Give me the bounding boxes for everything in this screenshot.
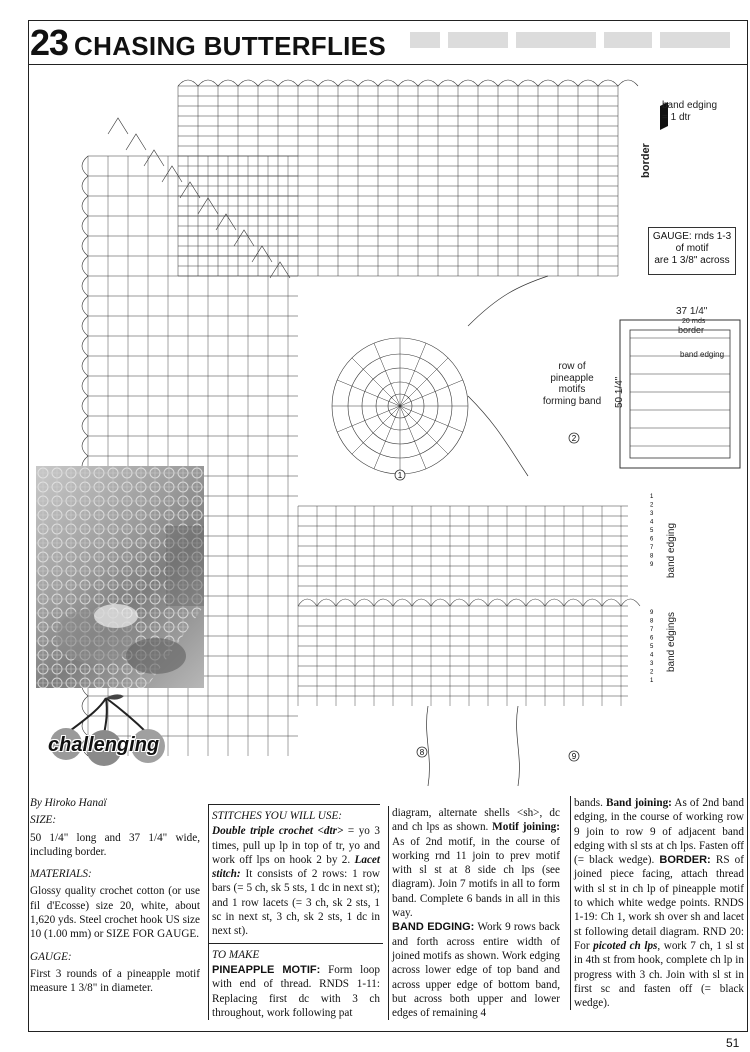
pattern-name: CHASING BUTTERFLIES <box>74 31 386 61</box>
row-number: 8 <box>650 553 654 560</box>
row-number: 6 <box>650 635 654 642</box>
show-through-text <box>400 28 740 52</box>
motif-text <box>212 963 380 1020</box>
left-picot-loop <box>82 316 88 336</box>
picot-loop <box>378 80 398 86</box>
row-of-motifs-label <box>538 361 606 407</box>
left-picot-loop <box>82 236 88 256</box>
row-of-motifs-line-1: row of <box>558 361 586 372</box>
row-number: 8 <box>650 618 654 625</box>
picot-loop <box>278 80 298 86</box>
picot-loop <box>198 80 218 86</box>
picot-loop <box>318 80 338 86</box>
corner-shell <box>144 150 164 166</box>
schematic-rnds: 20 rnds <box>682 318 706 325</box>
col3-text-a: diagram, alternate shells <sh>, dc and ch lps as shown. <box>392 807 560 834</box>
band-arc <box>488 599 507 606</box>
section-divider <box>209 943 383 944</box>
band-edging-key-value: = 1 dtr <box>662 111 691 123</box>
motif-spoke <box>400 358 448 406</box>
corner-shell <box>180 182 200 198</box>
instructions-column-4 <box>570 796 744 1010</box>
picot-loop <box>458 80 478 86</box>
band-edging-side-label: band edging <box>666 522 677 578</box>
pattern-title <box>30 22 386 64</box>
band-arc <box>412 599 431 606</box>
corner-shell <box>162 166 182 182</box>
picot-loop <box>538 80 558 86</box>
motif-joining-term: Motif joining: <box>492 821 560 834</box>
gauge-box-line-3: are 1 3/8" across <box>654 255 730 266</box>
row-number: 5 <box>650 644 654 650</box>
picot-loop <box>238 80 258 86</box>
picot-loop <box>338 80 358 86</box>
show-through-shapes <box>400 28 740 52</box>
col4-text-a: bands. <box>574 797 606 809</box>
finished-piece-photo <box>36 466 204 688</box>
band-joining-term: Band joining: <box>606 797 672 809</box>
motif-spoke <box>352 358 400 406</box>
bottom-chain <box>517 706 520 786</box>
left-picot-loop <box>82 276 88 296</box>
corner-shell <box>234 230 254 246</box>
row-number: 3 <box>650 511 654 517</box>
band-arc <box>469 599 488 606</box>
materials-heading: MATERIALS: <box>30 868 92 881</box>
left-picot-loop <box>82 216 88 236</box>
size-text: 50 1/4" long and 37 1/4" wide, including border. <box>30 831 200 858</box>
picot-term: picoted ch lps <box>593 939 658 952</box>
band-arc <box>450 599 469 606</box>
picot-loop <box>358 80 378 86</box>
gauge-box <box>648 227 736 275</box>
motif-number: 2 <box>571 434 577 443</box>
left-picot-loop <box>82 336 88 356</box>
schematic-height: 50 1/4" <box>614 376 625 408</box>
instructions-3-text <box>392 806 560 1020</box>
row-number: 9 <box>650 562 654 568</box>
lacet-term: Lacet stitch: <box>212 853 380 881</box>
picot-loop <box>598 80 618 86</box>
band-arc <box>298 599 317 606</box>
gauge-text: First 3 rounds of a pineapple motif measure 1 3/8" in diameter. <box>30 967 200 995</box>
col3-text-c: Work 9 rows back and forth across entire width of joined motifs as shown. Work edging across lower edge of top band and across upper edge of bottom band, but across both upper and lower edges of remaining 4 <box>392 921 561 1020</box>
dtr-term: Double triple crochet <dtr> <box>212 825 344 838</box>
stitches-text <box>212 824 380 938</box>
corner-shell <box>108 118 128 134</box>
band-arc <box>393 599 412 606</box>
row-of-motifs-line-4: forming band <box>542 395 602 407</box>
left-picot-loop <box>82 416 88 436</box>
band-arc <box>621 599 640 606</box>
motif-term: PINEAPPLE MOTIF: <box>212 963 321 976</box>
photo-illustration <box>36 466 204 688</box>
band-edgings-side-label: band edgings <box>666 611 677 672</box>
gauge-box-line-1: GAUGE: rnds 1-3 <box>652 231 732 242</box>
row-number: 6 <box>650 536 654 543</box>
band-arc <box>545 599 564 606</box>
left-picot-loop <box>82 356 88 376</box>
left-picot-loop <box>82 436 88 456</box>
page-number: 51 <box>726 1036 740 1050</box>
left-picot-loop <box>82 196 88 216</box>
row-number: 1 <box>650 494 654 500</box>
row-of-motifs-line-2: pineapple <box>550 372 594 384</box>
row-of-motifs-line-3: motifs <box>558 384 586 395</box>
title-rule <box>28 64 748 65</box>
left-picot-loop <box>82 376 88 396</box>
band-arc <box>526 599 545 606</box>
motif-number: 9 <box>571 752 577 761</box>
col4-text-b: As of 2nd band edging, in the course of working row 9 join to row 9 of adjacent band edging with sl sts at ch lps. Fasten off (= black wedge). <box>574 797 744 867</box>
schematic-width: 37 1/4" <box>676 306 708 317</box>
row-number: 7 <box>650 545 654 551</box>
gauge-heading: GAUGE: <box>30 950 72 963</box>
motif-spoke <box>352 406 400 454</box>
corner-shell <box>270 262 290 278</box>
skill-level-badge <box>44 690 174 782</box>
badge-text: challenging <box>48 734 160 756</box>
row-number: 2 <box>650 669 654 676</box>
left-picot-loop <box>82 396 88 416</box>
col4-text-c: RS of joined piece facing, attach thread with sl st in ch lp of pineapple motif to which white wedge points. RNDS 1-19: Ch 1, work sh over sh and lacet st following detail diagram. RND 20: For <box>574 854 745 952</box>
corner-shell <box>252 246 272 262</box>
row-number: 3 <box>650 661 654 667</box>
border-label: border <box>640 143 652 178</box>
col4-text-d: , work 7 ch, 1 sl st in 4th st from hook, complete ch lp in progress with 3 ch. Join with sl st in first sc and fasten off (= black wedge). <box>574 939 744 1010</box>
corner-shell <box>126 134 146 150</box>
picot-loop <box>178 80 198 86</box>
instructions-4-text <box>574 796 744 1010</box>
picot-loop <box>438 80 458 86</box>
picot-loop <box>578 80 598 86</box>
row-number: 2 <box>650 502 654 509</box>
picot-loop <box>218 80 238 86</box>
byline: By Hiroko Hanaï <box>30 797 107 809</box>
row-number: 7 <box>650 627 654 633</box>
schematic-band-edging-label: band edging <box>680 350 725 359</box>
dtr-text: = yo 3 times, pull up lp in top of tr, yo and work off lps on hook 2 by 2. <box>212 825 380 866</box>
size-heading: SIZE: <box>30 814 57 827</box>
gauge-box-line-2: of motif <box>675 243 709 254</box>
row-number: 4 <box>650 652 654 659</box>
band-edging-term: BAND EDGING: <box>392 921 475 934</box>
picot-loop <box>498 80 518 86</box>
band-arc <box>431 599 450 606</box>
materials-text: Glossy quality crochet cotton (or use fil d'Ecosse) size 20, white, about 1,620 yds. Steel crochet hook US size 10 (1.00 mm) or SIZE FOR GAUGE. <box>30 885 200 941</box>
row-number: 5 <box>650 528 654 534</box>
motif-number: 8 <box>419 748 425 757</box>
picot-loop <box>558 80 578 86</box>
picot-loop <box>478 80 498 86</box>
lacet-text: It consists of 2 rows: 1 row bars (= 5 ch, sk 5 sts, 1 dc in next st); and 1 row lacets (= 3 ch, sk 2 sts, 1 sc in next st, 3 ch, sk 2 sts, 1 dc in next st). <box>212 868 380 938</box>
border-term: BORDER: <box>659 854 711 867</box>
band-arc <box>317 599 336 606</box>
left-picot-loop <box>82 156 88 176</box>
stitches-heading: STITCHES YOU WILL USE: <box>212 810 343 822</box>
motif-number: 1 <box>397 471 403 480</box>
corner-shell <box>216 214 236 230</box>
row-number: 9 <box>650 610 654 616</box>
pattern-number: 23 <box>30 22 69 63</box>
schematic-border-label: border <box>678 325 705 335</box>
info-column <box>30 796 200 999</box>
bottom-chain <box>427 706 430 786</box>
joining-chain <box>468 276 548 326</box>
picot-loop <box>398 80 418 86</box>
band-arc <box>374 599 393 606</box>
instructions-column-3 <box>388 806 560 1020</box>
left-picot-loop <box>82 256 88 276</box>
band-arc <box>564 599 583 606</box>
picot-loop <box>518 80 538 86</box>
col3-text-b: As of 2nd motif, in the course of working rnd 11 join to prev motif with sl st at 8 side ch lps (see diagram). Join 7 motifs in all to form band. Complete 6 bands in all in this way. <box>392 835 560 920</box>
joining-chain <box>468 396 528 476</box>
band-arc <box>507 599 526 606</box>
left-picot-loop <box>82 296 88 316</box>
band-arc <box>355 599 374 606</box>
stitches-column <box>208 804 380 1020</box>
band-arc <box>602 599 621 606</box>
picot-loop <box>418 80 438 86</box>
picot-loop <box>258 80 278 86</box>
motif-spoke <box>400 406 448 454</box>
row-number: 1 <box>650 678 654 684</box>
band-arc <box>583 599 602 606</box>
motif-instructions: Form loop with end of thread. RNDS 1-11: Replacing first dc with 3 ch throughout, work following pat <box>212 963 380 1019</box>
band-edging-key <box>662 100 717 123</box>
picot-loop <box>298 80 318 86</box>
to-make-heading: TO MAKE <box>212 948 260 961</box>
picot-loop <box>618 80 638 86</box>
row-number: 4 <box>650 519 654 526</box>
band-edging-key-label: band edging <box>662 100 718 111</box>
band-arc <box>336 599 355 606</box>
left-picot-loop <box>82 176 88 196</box>
